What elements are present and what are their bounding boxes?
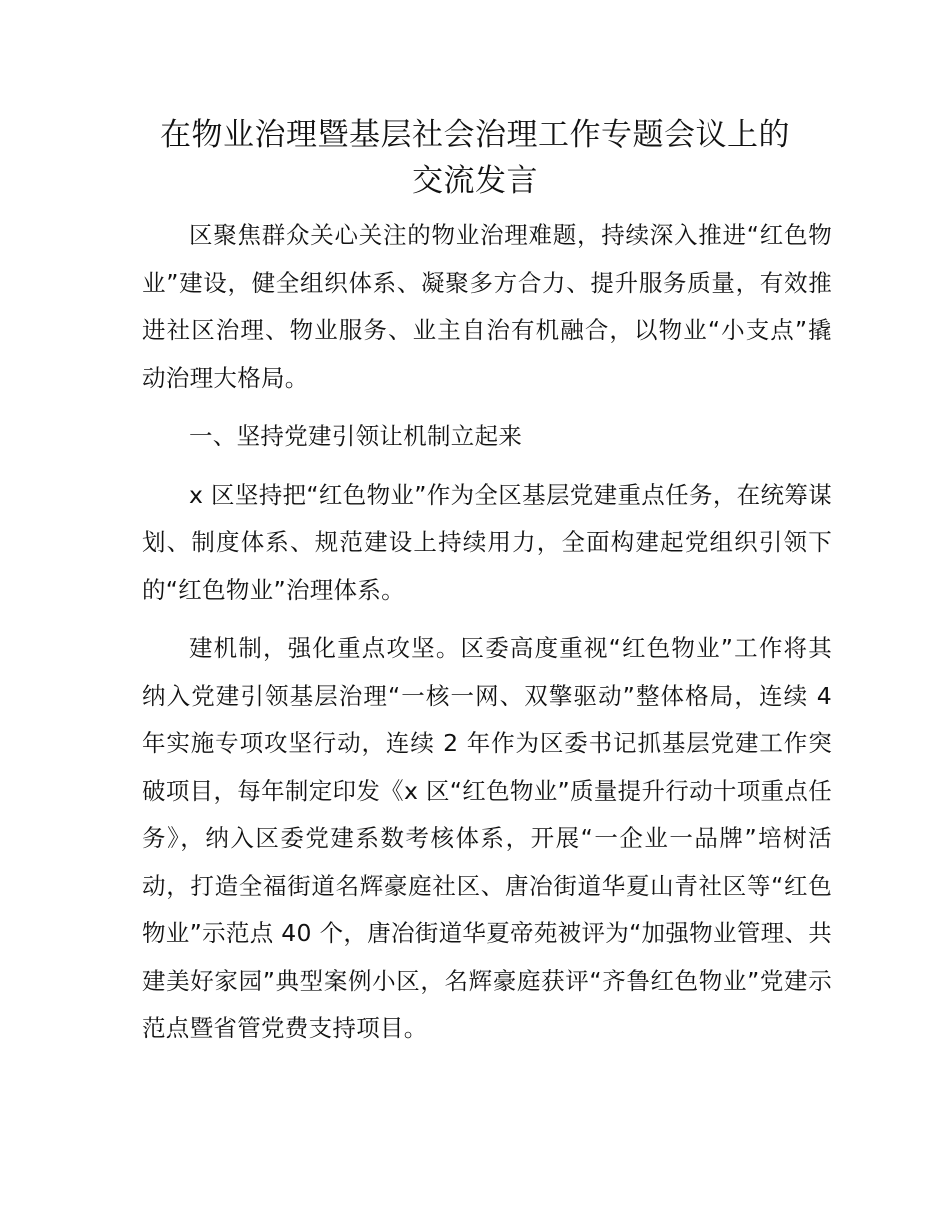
document-body (142, 212, 832, 1064)
document-title (90, 112, 860, 204)
paragraph-intro: 区聚焦群众关心关注的物业治理难题，持续深入推进“红色物业”建设，健全组织体系、凝聚多方合力、提升服务质量，有效推进社区治理、物业服务、业主自治有机融合，以物业“小支点”撬动治理大格局。 (142, 221, 832, 392)
section-heading-1: 一、坚持党建引领让机制立起来 (189, 422, 523, 450)
paragraph-section-1-summary: x 区坚持把“红色物业”作为全区基层党建重点任务，在统筹谋划、制度体系、规范建设上持续用力，全面构建起党组织引领下的“红色物业”治理体系。 (142, 480, 832, 604)
title-line-2: 交流发言 (412, 163, 538, 199)
paragraph-mechanism: 建机制，强化重点攻坚。区委高度重视“红色物业”工作将其纳入党建引领基层治理“一核一网、双擎驱动”整体格局，连续 4 年实施专项攻坚行动，连续 2 年作为区委书记抓基层党建工作突破项目，每年制定印发《x 区“红色物业”质量提升行动十项重点任务》，纳入区委党建系数考核体系，开展“一企业一品牌”培树活动，打造全福街道名辉豪庭社区、唐冶街道华夏山青社区等“红色物业”示范点 40 个，唐冶街道华夏帝苑被评为“加强物业管理、共建美好家园”典型案例小区，名辉豪庭获评“齐鲁红色物业”党建示范点暨省管党费支持项目。 (142, 634, 832, 1042)
title-line-1: 在物业治理暨基层社会治理工作专题会议上的 (160, 117, 790, 153)
